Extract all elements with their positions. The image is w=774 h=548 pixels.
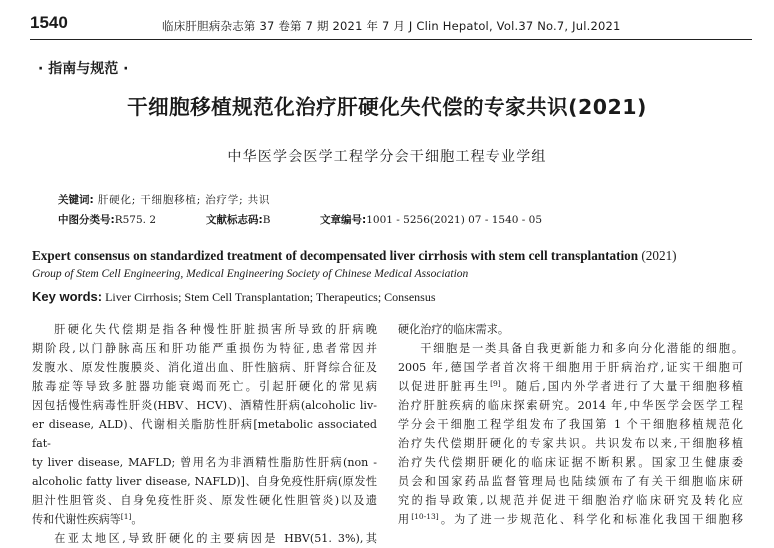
body-line: 究的指导政策,以规范并促进干细胞治疗临床研究及转化应 — [398, 494, 743, 507]
body-line: 脓毒症等导致多脏器功能衰竭而死亡。引起肝硬化的常见病 — [32, 380, 377, 393]
classification-value: R575. 2 — [114, 214, 157, 226]
body-line — [32, 510, 377, 529]
body-text: 用 — [398, 513, 412, 526]
body-column-left — [32, 320, 377, 548]
body-line: 在亚太地区,导致肝硬化的主要病因是 HBV(51. 3%),其 — [54, 532, 377, 545]
body-line: er disease, ALD)、代谢相关脂肪性肝病[metabolic associated fat- — [32, 418, 377, 450]
section-tag: · 指南与规范 · — [38, 61, 129, 77]
page-number: 1540 — [30, 13, 68, 32]
body-line: 学分会干细胞工程学组发布了我国第 1 个干细胞移植规范化 — [398, 418, 743, 431]
keywords-zh-value: 肝硬化; 干细胞移植; 治疗学; 共识 — [97, 194, 271, 206]
body-line — [398, 377, 743, 396]
body-line: 发腹水、原发性腹膜炎、消化道出血、肝性脑病、肝肾综合征及 — [32, 361, 377, 374]
body-text: 。随后,国内外学者进行了大量干细胞移植 — [500, 380, 743, 393]
citation-ref: [1] — [120, 512, 132, 521]
body-line: 治疗失代偿期肝硬化的专家共识。共识发布以来,干细胞移植 — [398, 437, 743, 450]
body-line: 期阶段,以门静脉高压和肝功能严重损伤为特征,患者常因并 — [32, 342, 377, 355]
citation-ref: [10-13] — [411, 512, 439, 521]
body-line: 干细胞是一类具备自我更新能力和多向分化潜能的细胞。 — [420, 342, 743, 355]
body-line: 因包括慢性病毒性肝炎(HBV、HCV)、酒精性肝病(alcoholic liv- — [32, 399, 377, 412]
article-number-label: 文章编号: — [320, 214, 367, 226]
author-group-zh: 中华医学会医学工程学分会干细胞工程专业学组 — [227, 149, 547, 165]
article-number-value: 1001 - 5256(2021) 07 - 1540 - 05 — [366, 214, 543, 226]
doc-code-value: B — [262, 214, 271, 226]
keywords-zh — [58, 192, 270, 207]
keywords-en-value: Liver Cirrhosis; Stem Cell Transplantation; Therapeutics; Consensus — [105, 290, 436, 304]
body-line: 治疗失代偿期肝硬化的临床证据不断积累。国家卫生健康委 — [398, 456, 743, 469]
body-text: 。 — [131, 513, 143, 526]
body-line: 胆汁性胆管炎、自身免疫性肝炎、原发性硬化性胆管炎)以及遗 — [32, 494, 377, 507]
body-column-right — [398, 320, 743, 529]
body-line: ty liver disease, MAFLD; 曾用名为非酒精性脂肪性肝病(non - — [32, 456, 377, 469]
keywords-en — [32, 289, 436, 305]
body-text: 传和代谢性疾病等 — [32, 513, 121, 526]
body-line: 肝硬化失代偿期是指各种慢性肝脏损害所导致的肝病晚 — [54, 323, 377, 336]
doc-code-label: 文献标志码: — [206, 214, 263, 226]
article-title-en-main: Expert consensus on standardized treatment of decompensated liver cirrhosis with stem cell transplantation — [32, 248, 639, 263]
keywords-en-label: Key words: — [32, 289, 103, 304]
document-code — [206, 212, 270, 227]
article-title-en — [32, 248, 677, 264]
body-line — [398, 510, 743, 529]
author-group-en: Group of Stem Cell Engineering, Medical Engineering Society of Chinese Medical Association — [32, 268, 469, 280]
article-title-zh: 干细胞移植规范化治疗肝硬化失代偿的专家共识(2021) — [127, 95, 647, 119]
body-line: 2005 年,德国学者首次将干细胞用于肝病治疗,证实干细胞可 — [398, 361, 743, 374]
body-line: alcoholic fatty liver disease, NAFLD)]、自身免疫性肝病(原发性 — [32, 475, 377, 488]
classification-number — [58, 212, 156, 227]
body-line: 硬化治疗的临床需求。 — [398, 323, 509, 336]
body-line: 员会和国家药品监督管理局也陆续颁布了有关干细胞临床研 — [398, 475, 743, 488]
journal-running-header: 临床肝胆病杂志第 37 卷第 7 期 2021 年 7 月 J Clin Hepatol, Vol.37 No.7, Jul.2021 — [162, 19, 621, 33]
body-text: 以促进肝脏再生 — [398, 380, 491, 393]
article-number — [320, 212, 542, 227]
header-divider — [30, 39, 752, 40]
citation-ref: [9] — [490, 379, 501, 388]
body-text: 。为了进一步规范化、科学化和标准化我国干细胞移 — [438, 513, 743, 526]
keywords-zh-label: 关键词: — [58, 194, 94, 206]
body-line: 治疗肝脏疾病的临床探索研究。2014 年,中华医学会医学工程 — [398, 399, 743, 412]
article-title-en-year: (2021) — [641, 248, 677, 263]
classification-label: 中图分类号: — [58, 214, 115, 226]
